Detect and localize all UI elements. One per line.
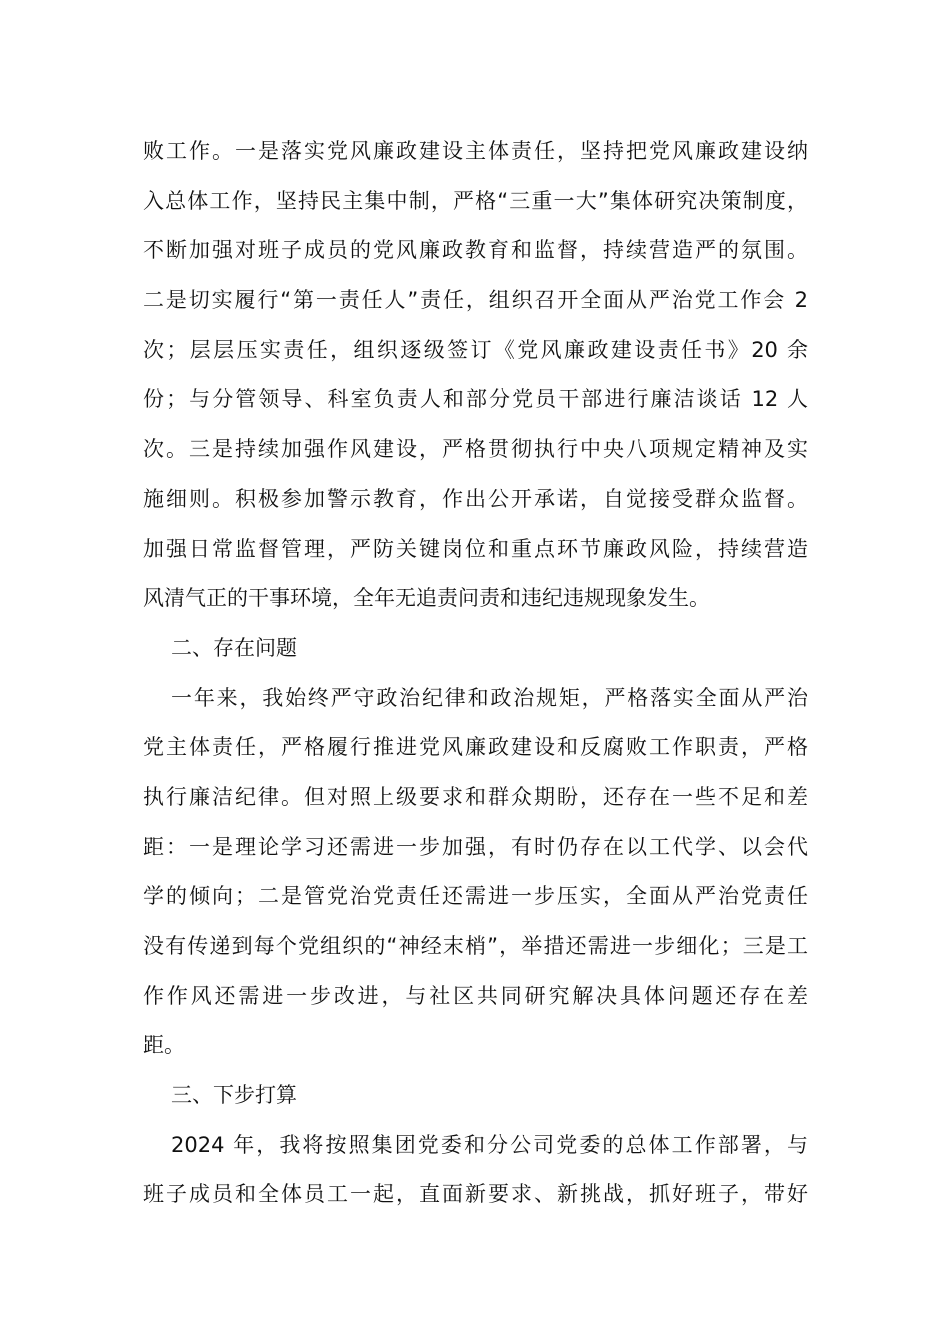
paragraph-line: 风清气正的干事环境，全年无追责问责和违纪违规现象发生。 xyxy=(143,586,710,611)
paragraph-line: 加强日常监督管理，严防关键岗位和重点环节廉政风险，持续营造 xyxy=(143,536,808,561)
paragraph-line: 次；层层压实责任，组织逐级签订《党风廉政建设责任书》20 余 xyxy=(143,337,808,362)
section-heading-problems: 二、存在问题 xyxy=(171,635,297,660)
paragraph-line: 班子成员和全体员工一起，直面新要求、新挑战，抓好班子，带好 xyxy=(143,1182,808,1207)
paragraph-line: 距。 xyxy=(143,1033,185,1058)
paragraph-line: 执行廉洁纪律。但对照上级要求和群众期盼，还存在一些不足和差 xyxy=(143,784,808,809)
paragraph-line: 一年来，我始终严守政治纪律和政治规矩，严格落实全面从严治 xyxy=(171,685,808,710)
paragraph-line: 2024 年，我将按照集团党委和分公司党委的总体工作部署，与 xyxy=(171,1132,808,1157)
section-heading-next-steps: 三、下步打算 xyxy=(171,1083,297,1108)
paragraph-line: 不断加强对班子成员的党风廉政教育和监督，持续营造严的氛围。 xyxy=(143,238,808,263)
paragraph-line: 次。三是持续加强作风建设，严格贯彻执行中央八项规定精神及实 xyxy=(143,437,808,462)
paragraph-line: 二是切实履行“第一责任人”责任，组织召开全面从严治党工作会 2 xyxy=(143,288,808,313)
paragraph-line: 入总体工作，坚持民主集中制，严格“三重一大”集体研究决策制度， xyxy=(143,188,808,213)
paragraph-line: 学的倾向；二是管党治党责任还需进一步压实，全面从严治党责任 xyxy=(143,884,808,909)
paragraph-line: 份；与分管领导、科室负责人和部分党员干部进行廉洁谈话 12 人 xyxy=(143,387,808,412)
paragraph-line: 施细则。积极参加警示教育，作出公开承诺，自觉接受群众监督。 xyxy=(143,486,808,511)
paragraph-line: 距：一是理论学习还需进一步加强，有时仍存在以工代学、以会代 xyxy=(143,834,808,859)
paragraph-line: 党主体责任，严格履行推进党风廉政建设和反腐败工作职责，严格 xyxy=(143,735,808,760)
document-body xyxy=(143,127,808,1220)
paragraph-work-summary xyxy=(143,127,808,624)
paragraph-next-steps xyxy=(143,1121,808,1220)
paragraph-line: 没有传递到每个党组织的“神经末梢”，举措还需进一步细化；三是工 xyxy=(143,934,808,958)
paragraph-line: 败工作。一是落实党风廉政建设主体责任，坚持把党风廉政建设纳 xyxy=(143,139,808,163)
paragraph-line: 作作风还需进一步改进，与社区共同研究解决具体问题还存在差 xyxy=(143,983,808,1008)
paragraph-problems xyxy=(143,674,808,1072)
